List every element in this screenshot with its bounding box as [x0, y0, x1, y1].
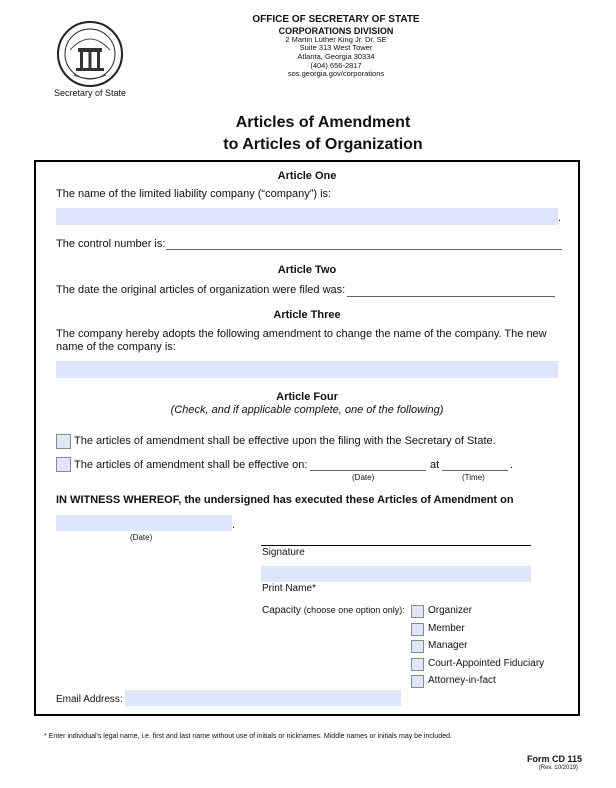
period-mark: . [510, 459, 514, 471]
division-name: CORPORATIONS DIVISION [278, 25, 394, 36]
georgia-seal-icon [56, 20, 124, 88]
article-three-heading: Article Three [273, 309, 341, 321]
capacity-checkbox-organizer[interactable] [411, 605, 424, 618]
seal-caption: Secretary of State [53, 88, 127, 98]
capacity-label-group [262, 605, 405, 616]
time-caption: (Time) [462, 473, 485, 482]
print-name-label: Print Name* [262, 583, 316, 594]
effective-time-field[interactable] [442, 457, 508, 471]
capacity-option-attorney: Attorney-in-fact [428, 675, 496, 686]
control-number-field[interactable] [166, 237, 562, 250]
period-mark: . [232, 519, 236, 531]
address-line: sos.georgia.gov/corporations [287, 69, 385, 79]
effective-on-date-label: The articles of amendment shall be effective on: [74, 459, 308, 471]
signature-label: Signature [262, 547, 305, 558]
effective-upon-filing-label: The articles of amendment shall be effective upon the filing with the Secretary of State. [74, 435, 496, 447]
amendment-prompt-line: name of the company is: [56, 341, 176, 353]
capacity-label: Capacity [262, 605, 301, 616]
effective-on-date-checkbox[interactable] [56, 457, 71, 472]
date-caption: (Date) [352, 473, 375, 482]
execution-date-field[interactable] [56, 515, 232, 531]
capacity-checkbox-fiduciary[interactable] [411, 658, 424, 671]
signature-field[interactable] [261, 531, 531, 546]
at-label: at [430, 459, 440, 471]
effective-date-field[interactable] [310, 457, 426, 471]
form-revision: (Rev. 10/2019) [538, 765, 578, 771]
office-name: OFFICE OF SECRETARY OF STATE [252, 14, 420, 25]
capacity-option-member: Member [428, 623, 465, 634]
address-line: Atlanta, Georgia 30334 [297, 52, 375, 62]
print-name-field[interactable] [261, 566, 531, 582]
email-field[interactable] [125, 690, 401, 706]
address-line: Suite 313 West Tower [299, 43, 373, 53]
company-name-field[interactable] [56, 208, 558, 225]
filed-date-prompt: The date the original articles of organization were filed was: [56, 284, 346, 296]
article-four-instruction: (Check, and if applicable complete, one of the following) [170, 404, 444, 416]
capacity-checkbox-attorney[interactable] [411, 675, 424, 688]
capacity-checkbox-manager[interactable] [411, 640, 424, 653]
address-line: 2 Martin Luther King Jr. Dr. SE [285, 34, 387, 44]
capacity-note: (choose one option only): [303, 605, 405, 615]
period-mark: . [558, 212, 562, 224]
capacity-option-organizer: Organizer [428, 605, 472, 616]
capacity-option-manager: Manager [428, 640, 468, 651]
article-two-heading: Article Two [277, 264, 337, 276]
title-line: to Articles of Organization [223, 136, 423, 153]
form-id: Form CD 115 [526, 754, 582, 764]
title-line: Articles of Amendment [235, 114, 411, 131]
effective-upon-filing-checkbox[interactable] [56, 434, 71, 449]
capacity-checkbox-member[interactable] [411, 623, 424, 636]
footnote: * Enter individual's legal name, i.e. first and last name without use of initials or nicknames. Middle names or initials may be included. [44, 733, 452, 740]
email-label: Email Address: [56, 694, 123, 705]
article-four-heading: Article Four [276, 391, 338, 403]
filed-date-field[interactable] [347, 283, 555, 297]
capacity-option-fiduciary: Court-Appointed Fiduciary [428, 658, 545, 669]
execution-date-caption: (Date) [130, 533, 153, 542]
control-number-prompt: The control number is: [56, 238, 166, 250]
article-one-heading: Article One [277, 170, 337, 182]
document-title [100, 112, 546, 156]
address-line: (404) 656-2817 [310, 60, 362, 70]
company-name-prompt: The name of the limited liability company (“company”) is: [56, 188, 332, 200]
office-header [200, 14, 472, 79]
new-company-name-field[interactable] [56, 361, 558, 378]
amendment-prompt-line: The company hereby adopts the following amendment to change the name of the company. The new [56, 328, 547, 340]
witness-statement: IN WITNESS WHEREOF, the undersigned has executed these Articles of Amendment on [56, 494, 514, 506]
